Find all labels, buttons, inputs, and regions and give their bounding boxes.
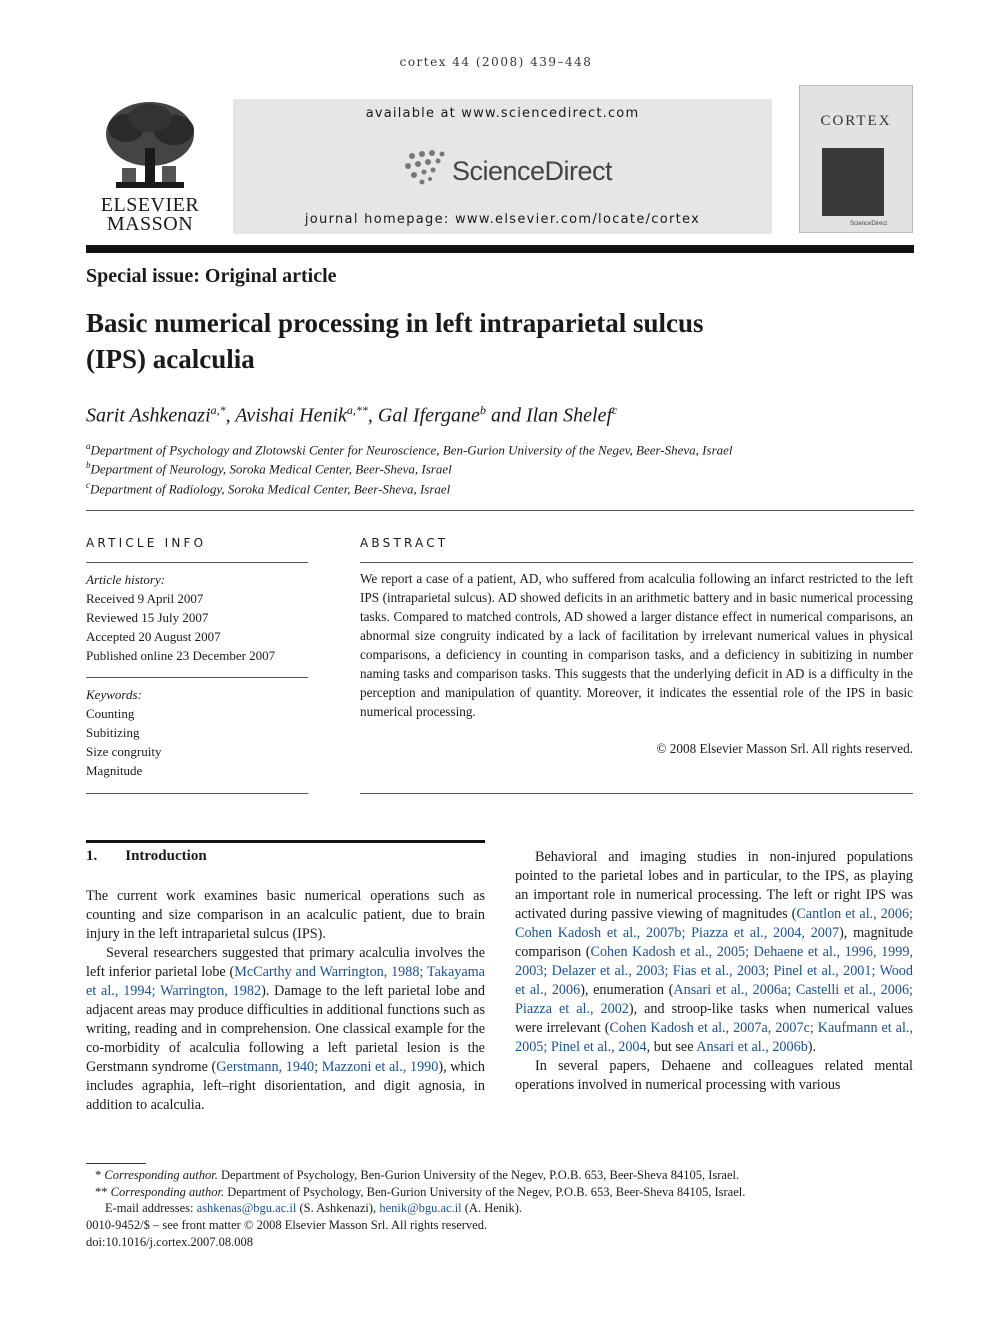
header-divider [86, 245, 914, 253]
footnote-2 [95, 1185, 745, 1200]
email-owner: (A. Henik). [461, 1201, 523, 1215]
text-run: ), which includes agraphia, left–right disorientation, and digit agnosia, in addition to acalculia. [86, 1059, 485, 1113]
paragraph: The current work examines basic numerical operations such as counting and size comparison in an acalculic patient, due to brain injury in the left intraparietal sulcus (IPS). [86, 888, 485, 942]
author-sup[interactable]: a,** [346, 403, 368, 417]
author-sup[interactable]: a,* [210, 403, 226, 417]
right-column [515, 848, 913, 1095]
history-label: Article history: [86, 572, 166, 587]
email-label: E-mail addresses: [105, 1201, 194, 1215]
text-run: ), magnitude comparison ( [515, 925, 913, 960]
author-sup[interactable]: c [612, 403, 618, 417]
affiliation-a [86, 441, 733, 458]
article-info-divider [86, 562, 308, 563]
text-run: Behavioral and imaging studies in non-injured populations pointed to the parietal lobes and in particular, to the IPS, as playing an important role in numerical processing. The left or right IPS was activated during passive viewing of magnitudes ( [515, 849, 913, 922]
keywords [86, 685, 161, 780]
affiliation-text: Department of Psychology and Zlotowski Center for Neuroscience, Ben-Gurion University of the Negev, Beer-Sheva, Israel [90, 442, 733, 458]
text-run: ). Damage to the left parietal lobe and adjacent areas may produce difficulties in additional functions such as writing, reading and in comprehension. One classical example for the co-morbidity of acalculia following a left parietal lesion is the Gerstmann syndrome ( [86, 983, 485, 1075]
abstract-heading: ABSTRACT [360, 536, 449, 550]
footnote-mark: ** [95, 1185, 108, 1199]
affiliation-text: Department of Neurology, Soroka Medical Center, Beer-Sheva, Israel [90, 461, 452, 477]
footnote-label: Corresponding author. [104, 1168, 218, 1182]
author-name: Avishai Henik [235, 404, 347, 427]
abstract-divider [360, 562, 913, 563]
author-name: Gal Ifergane [377, 404, 480, 427]
doi-line[interactable]: doi:10.1016/j.cortex.2007.08.008 [86, 1235, 253, 1249]
author-name: Sarit Ashkenazi [86, 404, 211, 427]
sciencedirect-brand: ScienceDirect [452, 156, 613, 186]
text-run: ), and stroop-like tasks when numerical values were irrelevant ( [515, 1001, 914, 1036]
issn-line: 0010-9452/$ – see front matter © 2008 Elsevier Masson Srl. All rights reserved. [86, 1218, 488, 1232]
left-column [86, 887, 485, 1115]
footnote-label: Corresponding author. [110, 1185, 225, 1199]
affiliation-sup: a [86, 441, 91, 451]
affiliation-text: Department of Radiology, Soroka Medical Center, Beer-Sheva, Israel [90, 481, 451, 497]
journal-homepage-link[interactable]: journal homepage: www.elsevier.com/locate/cortex [304, 212, 701, 227]
available-at-link[interactable]: available at www.sciencedirect.com [365, 106, 640, 121]
affiliation-b [86, 460, 452, 477]
abstract-bottom-divider [360, 793, 913, 794]
text-run: ). [807, 1039, 817, 1055]
citation-link[interactable]: Cohen Kadosh et al., 2007a, 2007c; Kaufmann et al., 2005; Pinel et al., 2004 [515, 1020, 913, 1055]
citation-link[interactable]: Gerstmann, 1940; Mazzoni et al., 1990 [216, 1059, 439, 1075]
publisher-logo-text [86, 196, 214, 234]
paragraph: In several papers, Dehaene and colleagues related mental operations involved in numerical processing with various [515, 1058, 913, 1093]
logo-line-masson: MASSON [106, 213, 194, 235]
section-number: 1. [86, 848, 98, 864]
info-bottom-divider [86, 793, 308, 794]
keyword-item: Counting [86, 706, 135, 721]
author-separator: , [225, 404, 236, 427]
citation-link[interactable]: Ansari et al., 2006b [696, 1039, 808, 1055]
footnote-rule [86, 1163, 146, 1164]
keywords-divider [86, 677, 308, 678]
text-run: Several researchers suggested that primary acalculia involves the left inferior parietal lobe ( [86, 945, 485, 980]
footnote-emails [105, 1201, 522, 1216]
running-head: cortex 44 (2008) 439–448 [399, 55, 593, 69]
affiliation-c [86, 480, 450, 497]
keyword-item: Subitizing [86, 725, 140, 740]
keyword-item: Magnitude [86, 763, 143, 778]
affiliation-sup: b [86, 460, 91, 470]
author-list [86, 403, 617, 428]
keyword-item: Size congruity [86, 744, 162, 759]
author-separator: , [367, 404, 378, 427]
footnote-text: Department of Psychology, Ben-Gurion University of the Negev, P.O.B. 653, Beer-Sheva 84105, Israel. [227, 1185, 746, 1199]
text-run: ), enumeration ( [580, 982, 674, 998]
citation-link[interactable]: Ansari et al., 2006a; Castelli et al., 2006; Piazza et al., 2002 [515, 982, 914, 1017]
footnote-mark: * [95, 1168, 102, 1182]
affiliation-divider [86, 510, 914, 511]
text-run: , but see [646, 1039, 697, 1055]
article-history [86, 570, 275, 665]
title-line-2: (IPS) acalculia [86, 344, 255, 374]
cover-sciencedirect: ScienceDirect [850, 221, 888, 227]
section-title: Introduction [125, 848, 207, 864]
citation-link[interactable]: Cantlon et al., 2006; Cohen Kadosh et al., 2007b; Piazza et al., 2004, 2007 [515, 906, 913, 941]
cover-title: CORTEX [820, 113, 892, 129]
author-separator: and [485, 404, 526, 427]
section-rule [86, 840, 485, 843]
footnote-text: Department of Psychology, Ben-Gurion University of the Negev, P.O.B. 653, Beer-Sheva 84105, Israel. [220, 1168, 740, 1182]
article-info-heading: ARTICLE INFO [86, 536, 207, 550]
author-name: Ilan Shelef [525, 404, 613, 427]
keywords-label: Keywords: [86, 687, 142, 702]
email-owner: (S. Ashkenazi), [296, 1201, 380, 1215]
issue-type: Special issue: Original article [86, 265, 337, 287]
paragraph [515, 848, 913, 1057]
affiliation-sup: c [86, 480, 90, 490]
history-published: Published online 23 December 2007 [86, 648, 276, 663]
paragraph [86, 944, 485, 1115]
logo-line-elsevier: ELSEVIER [100, 194, 200, 216]
citation-link[interactable]: Cohen Kadosh et al., 2005; Dehaene et al., 1996, 1999, 2003; Delazer et al., 2003; Fias et al., 2003; Pinel et al., 2001; Wood et al., 2006 [515, 944, 914, 998]
history-reviewed: Reviewed 15 July 2007 [86, 610, 209, 625]
email-link[interactable]: ashkenas@bgu.ac.il [196, 1201, 297, 1215]
footnote-1 [95, 1168, 739, 1183]
history-received: Received 9 April 2007 [86, 591, 204, 606]
citation-link[interactable]: McCarthy and Warrington, 1988; Takayama et al., 1994; Warrington, 1982 [86, 964, 485, 999]
history-accepted: Accepted 20 August 2007 [86, 629, 221, 644]
section-heading [86, 848, 207, 865]
abstract-text: We report a case of a patient, AD, who suffered from acalculia following an infarct restricted to the left IPS (intraparietal sulcus). AD showed deficits in an arithmetic battery and in basic numerical processing tasks. Compared to matched controls, AD showed a larger distance effect in numerical comparisons, an abnormal size congruity indicated by a lack of facilitation by irrelevant numerical values in physical comparisons, a deficiency in counting in comparison tasks, and a deficiency in subitizing in number naming tasks and comparison tasks. This suggests that the underlying deficit in AD is a difficulty in the perception and manipulation of quantity. Moreover, it indicates the essential role of the IPS in basic numerical processing. [360, 571, 913, 719]
cover-image [822, 148, 884, 216]
abstract-copyright: © 2008 Elsevier Masson Srl. All rights reserved. [656, 741, 913, 756]
title-line-1: Basic numerical processing in left intraparietal sulcus [86, 308, 704, 338]
article-title [86, 305, 886, 377]
email-link[interactable]: henik@bgu.ac.il [379, 1201, 462, 1215]
author-sup[interactable]: b [479, 403, 486, 417]
